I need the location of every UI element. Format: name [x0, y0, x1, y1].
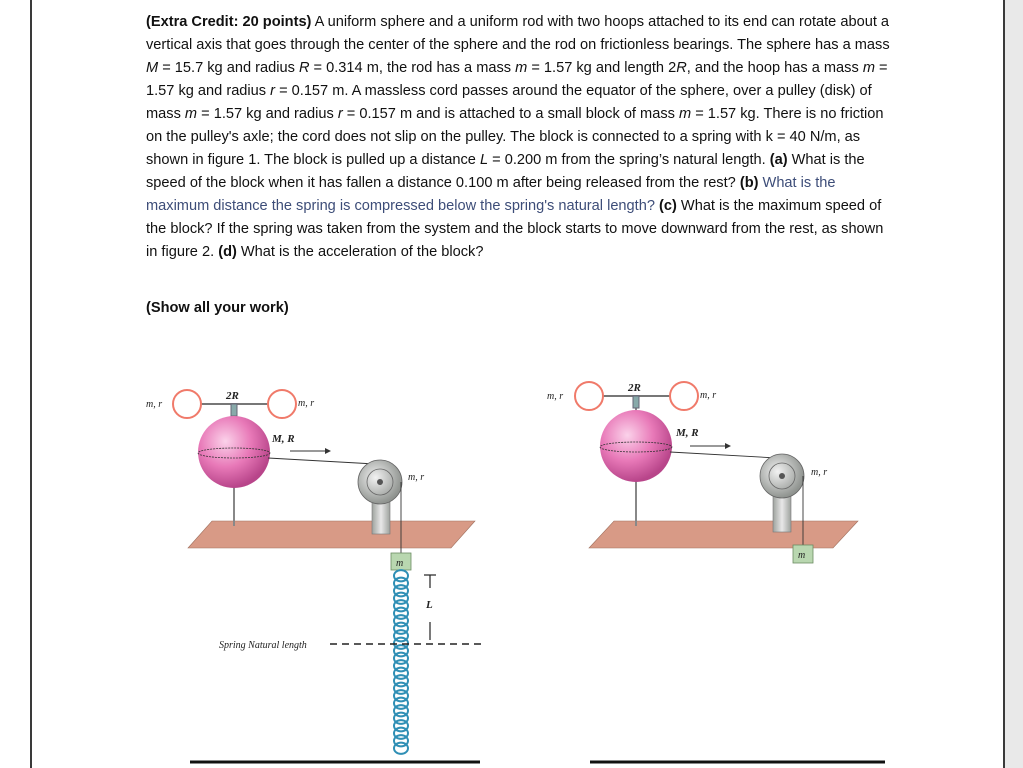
label-hoop-left: m, r — [547, 391, 564, 402]
hub — [633, 396, 639, 408]
var-m: m — [678, 106, 692, 122]
table-top — [188, 521, 475, 548]
text-run: = 1.57 kg and length 2 — [527, 60, 677, 76]
part-c-label: (c) — [659, 198, 677, 214]
label-hoop-right: m, r — [700, 390, 717, 401]
text-run: = 1.57 kg and radius — [146, 60, 888, 99]
figure-2 — [547, 382, 885, 762]
part-b-label: (b) — [739, 175, 759, 191]
cord — [268, 458, 375, 464]
arrow-head — [725, 443, 731, 449]
part-a-label: (a) — [769, 152, 788, 168]
label-rod: 2R — [628, 382, 641, 394]
text-run: = 1.57 kg. There is no friction on the pulley's axle; the cord does not slip on the pulley. The block is connected to a spring with k = 40 N/m, as shown in figure 1. The block is pulled up a distance — [146, 106, 884, 168]
var-m: m — [515, 60, 528, 76]
var-r: r — [270, 83, 276, 99]
label-block: m — [396, 558, 404, 569]
arrow-head — [325, 448, 331, 454]
label-pulley: m, r — [811, 467, 828, 478]
table-top — [589, 521, 858, 548]
text-run: = 0.157 m. A massless cord passes around the equator of the sphere, over a pulley (disk) of mass — [146, 83, 872, 122]
hoop-left — [173, 390, 201, 418]
sphere — [600, 410, 672, 482]
label-sphere: M, R — [272, 433, 295, 445]
pulley-axle — [377, 479, 383, 485]
part-d-label: (d) — [218, 244, 237, 260]
var-m: m — [862, 60, 875, 76]
text-run: What is the maximum speed of the block? If the spring was taken from the system and the block starts to move downward from the rest, as shown in figure 2. — [146, 198, 884, 260]
var-R: R — [676, 60, 687, 76]
label-block: m — [798, 550, 806, 561]
show-work-note: (Show all your work) — [146, 300, 289, 316]
text-run: = 15.7 kg and radius — [158, 60, 299, 76]
spring-coil — [394, 743, 408, 754]
part-b-text: What is the maximum distance the spring is compressed below the spring's natural length? — [146, 175, 836, 214]
var-L: L — [479, 152, 489, 168]
text-run: = 1.57 kg and radius — [197, 106, 338, 122]
var-M: M — [146, 60, 159, 76]
text-run: What is the speed of the block when it has fallen a distance 0.100 m after being released from the rest? — [146, 152, 865, 191]
cord — [670, 452, 777, 458]
pulley-axle — [779, 473, 785, 479]
var-m: m — [184, 106, 198, 122]
text-run: = 0.200 m from the spring’s natural length. — [488, 152, 770, 168]
label-hoop-right: m, r — [298, 398, 315, 409]
hoop-right — [268, 390, 296, 418]
label-spring-natural: Spring Natural length — [219, 640, 307, 651]
text-run: What is the acceleration of the block? — [236, 244, 484, 260]
var-R: R — [298, 60, 310, 76]
text-run: A uniform sphere and a uniform rod with two hoops attached to its end can rotate about a vertical axis that goes through the center of the sphere and the rod on frictionless bearings. The sphere has a mass — [146, 14, 890, 53]
problem-heading: (Extra Credit: 20 points) — [146, 14, 312, 30]
hub — [231, 404, 237, 416]
label-rod: 2R — [226, 390, 239, 402]
label-pulley: m, r — [408, 472, 425, 483]
label-hoop-left: m, r — [146, 399, 163, 410]
text-run: , and the hoop has a mass — [686, 60, 863, 76]
hoop-right — [670, 382, 698, 410]
hoop-left — [575, 382, 603, 410]
var-r: r — [337, 106, 343, 122]
label-sphere: M, R — [676, 427, 699, 439]
sphere — [198, 416, 270, 488]
spring — [394, 570, 408, 754]
figure-1 — [146, 390, 485, 762]
text-run: = 0.157 m and is attached to a small block of mass — [342, 106, 679, 122]
text-run: = 0.314 m, the rod has a mass — [309, 60, 516, 76]
label-distance: L — [426, 599, 433, 611]
